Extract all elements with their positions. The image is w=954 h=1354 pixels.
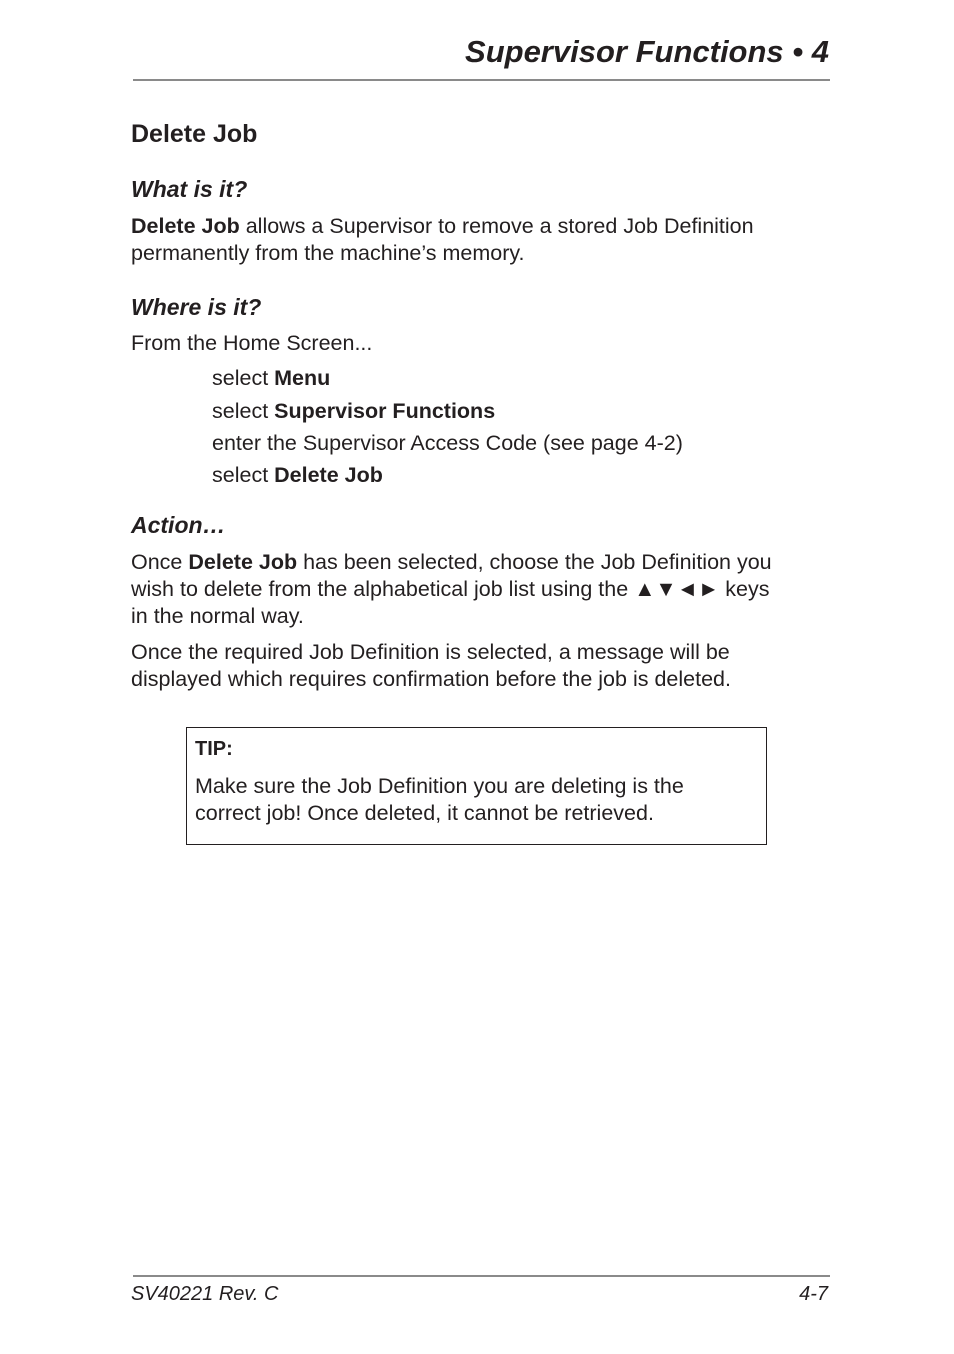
action-p1-rest: has been selected, choose the Job Definition you <box>297 550 772 574</box>
footer-rule <box>133 1275 830 1277</box>
footer-page-number: 4-7 <box>799 1283 828 1305</box>
step-text: select <box>212 463 275 487</box>
section-title: Delete Job <box>131 120 258 148</box>
what-heading: What is it? <box>131 176 248 202</box>
what-line-2: permanently from the machine’s memory. <box>131 241 525 265</box>
step-text: select <box>212 366 275 390</box>
chapter-header-title: Supervisor Functions • 4 <box>465 34 829 69</box>
action-p1-line-2: wish to delete from the alphabetical job list using the ▲▼◄► keys <box>131 577 770 601</box>
tip-line-2: correct job! Once deleted, it cannot be retrieved. <box>195 801 654 825</box>
action-p1-line-3: in the normal way. <box>131 604 304 628</box>
action-p2-line-2: displayed which requires confirmation before the job is deleted. <box>131 667 731 691</box>
what-bold-term: Delete Job <box>131 214 240 238</box>
step-item <box>212 430 683 457</box>
what-line-1-text: allows a Supervisor to remove a stored Job Definition <box>239 214 754 238</box>
step-item <box>212 398 495 425</box>
header-rule <box>133 79 830 81</box>
where-intro: From the Home Screen... <box>131 331 373 355</box>
step-text: select <box>212 399 275 423</box>
action-p1-pre: Once <box>131 550 189 574</box>
step-text: enter the Supervisor Access Code (see page 4-2) <box>212 431 683 455</box>
action-p2-line-1: Once the required Job Definition is selected, a message will be <box>131 640 730 664</box>
tip-line-1: Make sure the Job Definition you are deleting is the <box>195 774 684 798</box>
step-item <box>212 462 383 489</box>
action-heading: Action… <box>131 512 226 538</box>
step-item <box>212 365 330 392</box>
action-p1-line-1 <box>131 549 772 576</box>
where-heading: Where is it? <box>131 294 262 320</box>
step-bold: Supervisor Functions <box>274 399 496 423</box>
step-bold: Menu <box>274 366 331 390</box>
step-bold: Delete Job <box>274 463 383 487</box>
action-bold-term: Delete Job <box>188 550 298 574</box>
footer-doc-id: SV40221 Rev. C <box>131 1283 279 1305</box>
what-line-1 <box>131 213 754 240</box>
tip-label: TIP: <box>195 738 233 760</box>
tip-box <box>186 727 767 845</box>
